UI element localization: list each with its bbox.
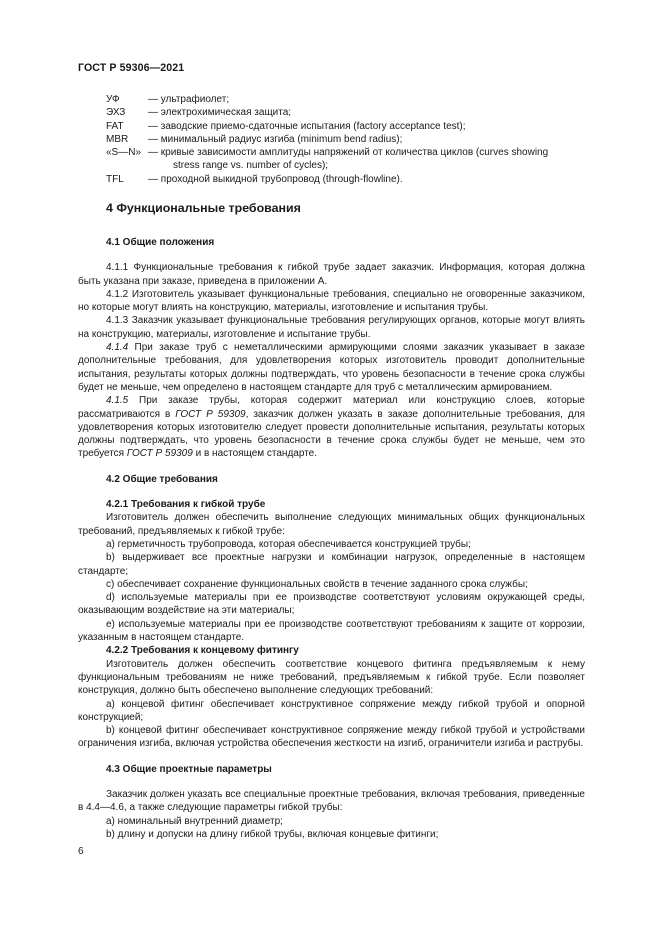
- paragraph-text: , заказчик должен указать в заказе дополнительные требования, для удовлетворения которых изготовителю следует провести дополнительные испытания, результаты которых должны подтверждать, что уровень безопасности в течение срока службы будет не меньше, чем это требуется: [78, 408, 585, 460]
- document-body: [78, 200, 585, 841]
- abbreviation-row: [106, 173, 586, 186]
- abbreviation-term: FAT: [106, 120, 124, 132]
- paragraph-text: При заказе труб с неметаллическими армирующими слоями заказчик указывает в заказе дополнительные требования, для удовлетворения которых изготовитель проводит дополнительные испытания, результаты которых должны подтверждать, что уровень безопасности в течение срока службы будет не меньше, чем определено в настоящем стандарте для труб с металлическим армированием.: [78, 342, 585, 393]
- paragraph-4-1-2: 4.1.2 Изготовитель указывает функциональные требования, специально не оговоренные заказчиком, но которые могут влиять на конструкцию, материалы, изготовление и испытания трубы.: [78, 288, 585, 314]
- list-item: е) используемые материалы при ее производстве соответствуют требованиям к защите от коррозии, указанным в настоящем стандарте.: [78, 618, 585, 644]
- section-4-2-2-title: 4.2.2 Требования к концевому фитингу: [106, 645, 299, 657]
- list-item: а) концевой фитинг обеспечивает конструктивное сопряжение между гибкой трубой и опорной конструкцией;: [78, 698, 585, 723]
- paragraph-text: и в настоящем стандарте.: [192, 448, 318, 460]
- abbreviation-row: [106, 120, 586, 133]
- abbreviation-row: [106, 146, 586, 173]
- list-item: b) концевой фитинг обеспечивает конструктивное сопряжение между гибкой трубой и устройствами ограничения изгиба, включая устройства обеспечения жесткости на изгиб, ограничители изгиба и раструбы.: [78, 725, 585, 750]
- standard-reference: ГОСТ Р 59309: [126, 448, 193, 460]
- abbreviation-definition: — минимальный радиус изгиба (minimum bend radius);: [148, 133, 403, 145]
- document-header: ГОСТ Р 59306—2021: [78, 62, 185, 74]
- clause-number: 4.1.4: [106, 342, 129, 354]
- abbreviation-definition-continuation: stress range vs. number of cycles);: [173, 160, 329, 172]
- section-4-2-title: 4.2 Общие требования: [106, 473, 218, 485]
- abbreviation-term: ЭХЗ: [106, 107, 126, 119]
- abbreviation-term: MBR: [106, 133, 129, 145]
- abbreviation-definition: — заводские приемо-сдаточные испытания (factory acceptance test);: [148, 120, 466, 132]
- clause-number: 4.1.5: [106, 395, 129, 407]
- paragraph-4-3-intro: Заказчик должен указать все специальные проектные требования, включая требования, приведенные в 4.4—4.6, а также следующие параметры гибкой трубы:: [78, 788, 585, 814]
- section-4-title: 4 Функциональные требования: [106, 201, 301, 215]
- paragraph-text: При заказе трубы, которая содержит материал или конструкцию слоев, которые рассматриваются в: [78, 395, 585, 420]
- section-4-1-title: 4.1 Общие положения: [106, 237, 215, 248]
- abbreviation-definition: — ультрафиолет;: [148, 94, 230, 105]
- paragraph-4-1-3: 4.1.3 Заказчик указывает функциональные требования регулирующих органов, которые могут влиять на конструкцию, материалы, изготовление и испытание трубы.: [78, 315, 585, 340]
- list-item: b) длину и допуски на длину гибкой трубы, включая концевые фитинги;: [106, 828, 439, 840]
- abbreviation-term: УФ: [106, 94, 120, 105]
- paragraph-4-1-1: 4.1.1 Функциональные требования к гибкой трубе задает заказчик. Информация, которая должна быть указана при заказе, приведена в приложении А.: [78, 262, 585, 287]
- abbreviation-definition-line: — кривые зависимости амплитуды напряжений от количества циклов (curves showing: [148, 147, 549, 159]
- abbreviation-term: «S—N»: [106, 147, 142, 159]
- list-item: b) выдерживает все проектные нагрузки и комбинации нагрузок, определенные в настоящем стандарте;: [78, 552, 585, 577]
- section-4-3-title: 4.3 Общие проектные параметры: [106, 763, 272, 775]
- section-4-2-1-title: 4.2.1 Требования к гибкой трубе: [106, 499, 266, 511]
- abbreviation-row: [106, 133, 586, 146]
- abbreviation-definition: [148, 146, 586, 173]
- list-item: а) герметичность трубопровода, которая обеспечивается конструкцией трубы;: [106, 538, 471, 550]
- list-item: с) обеспечивает сохранение функциональных свойств в течение заданного срока службы;: [106, 578, 528, 590]
- abbreviation-term: TFL: [106, 173, 124, 185]
- paragraph-4-2-1-intro: Изготовитель должен обеспечить выполнение следующих минимальных общих функциональных требований, предъявляемых к гибкой трубе:: [78, 512, 585, 537]
- abbreviation-row: [106, 93, 586, 106]
- list-item: d) используемые материалы при ее производстве соответствуют условиям окружающей среды, оказывающим воздействие на эти материалы;: [78, 592, 585, 617]
- abbreviation-definition: — электрохимическая защита;: [148, 107, 292, 119]
- paragraph-4-1-5: [78, 394, 585, 460]
- abbreviation-definition: — проходной выкидной трубопровод (through-flowline).: [148, 173, 403, 185]
- page-number: 6: [78, 846, 84, 857]
- paragraph-4-2-2-intro: Изготовитель должен обеспечить соответствие концевого фитинга предъявляемым к нему функциональным требованиям не ниже требований, предъявляемым к гибкой трубе. Если позволяет конструкция, должно быть обеспечено выполнение следующих требований:: [78, 658, 585, 697]
- abbreviation-row: [106, 106, 586, 119]
- list-item: а) номинальный внутренний диаметр;: [106, 815, 283, 827]
- abbreviations-list: [106, 93, 586, 186]
- paragraph-4-1-4: [78, 341, 585, 394]
- standard-reference: ГОСТ Р 59309: [175, 408, 246, 420]
